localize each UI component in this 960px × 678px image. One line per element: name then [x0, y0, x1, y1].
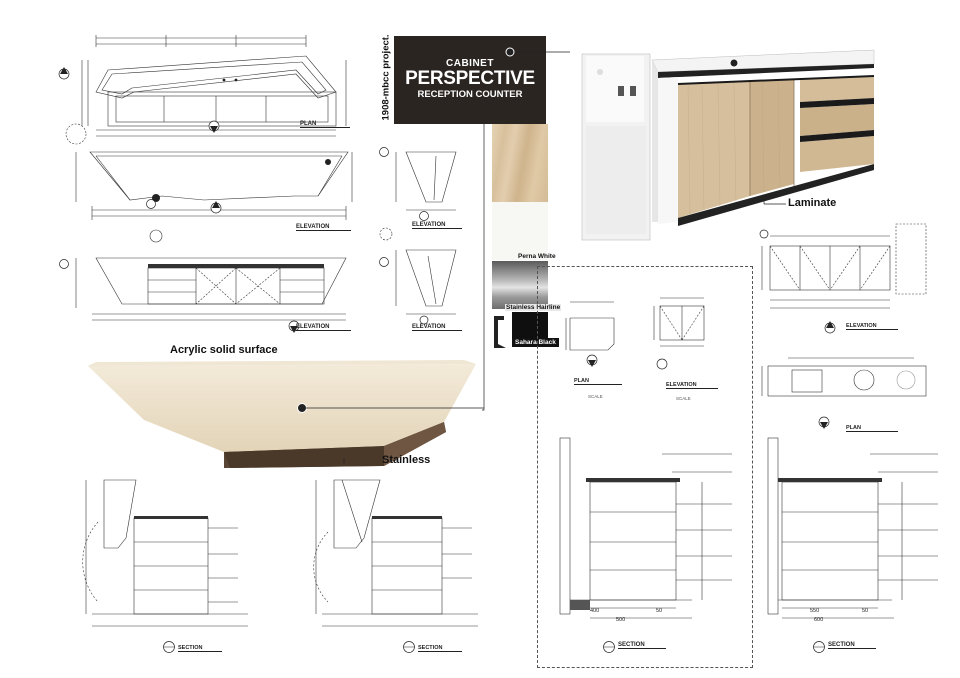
dim-sec1-c: 50 — [656, 608, 663, 614]
dim-sec2-b: 600 — [814, 617, 824, 623]
acrylic-callout: Acrylic solid surface — [170, 344, 278, 356]
cabinet-section-1 — [552, 434, 732, 626]
section-title-3 — [618, 642, 666, 649]
section-label-3: SECTION — [618, 642, 645, 648]
cabinet-small-plan — [560, 298, 620, 368]
cabinet-section-2 — [762, 434, 942, 626]
plan-title-2 — [574, 378, 622, 385]
right-cabinet-elevation — [758, 220, 928, 344]
section-marker-3 — [602, 640, 616, 654]
side-elevation-2-drawing — [376, 226, 466, 326]
scale-label-2: SCALE — [676, 396, 691, 401]
label-sahara-black: Sahara Black — [512, 338, 559, 347]
cabinet-small-elevation — [648, 294, 718, 374]
title-line3: RECEPTION COUNTER — [417, 89, 523, 100]
counter-section-2 — [308, 462, 498, 632]
section-title-4 — [828, 642, 876, 649]
section-title-2 — [418, 645, 462, 652]
dim-sec2-a: 550 — [810, 608, 820, 614]
elevation-label-1: ELEVATION — [296, 224, 330, 230]
stainless-callout: Stainless — [382, 454, 431, 466]
cabinet-perspective-render — [578, 46, 878, 246]
dim-sec1-b: 500 — [616, 617, 626, 623]
section-marker-2 — [402, 640, 416, 654]
section-marker-4 — [812, 640, 826, 654]
callout-connector — [454, 120, 494, 420]
plan-label-2: PLAN — [574, 378, 589, 384]
elevation-title-3 — [296, 324, 351, 331]
elevation-title-5 — [666, 382, 718, 389]
laminate-callout: Laminate — [788, 197, 837, 209]
elevation-title-6 — [846, 323, 898, 330]
plan-title-3 — [846, 425, 898, 432]
title-line1: CABINET — [446, 58, 494, 69]
plan-label-3: PLAN — [846, 425, 861, 431]
section-marker-1 — [162, 640, 176, 654]
elevation-label-5: ELEVATION — [666, 382, 697, 388]
swatch-perna-white — [492, 202, 548, 260]
counter-elevation-2-drawing — [56, 228, 356, 338]
title-callout-line — [470, 36, 590, 76]
elevation-label-6: ELEVATION — [846, 323, 877, 329]
dim-sec2-c: 50 — [862, 608, 869, 614]
section-label-2: SECTION — [418, 645, 443, 651]
plan-label: PLAN — [300, 121, 317, 127]
elevation-label-3: ELEVATION — [296, 324, 330, 330]
side-elevation-1-drawing — [376, 144, 466, 224]
section-label-4: SECTION — [828, 642, 855, 648]
swatch-wood — [492, 124, 548, 202]
label-perna-white: Perna White — [518, 253, 556, 260]
counter-elevation-1-drawing — [56, 122, 356, 232]
counter-section-1 — [78, 462, 268, 632]
section-label-1: SECTION — [178, 645, 203, 651]
project-name: 1908-mbcc project. — [380, 34, 392, 121]
section-title-1 — [178, 645, 222, 652]
title-line2: PERSPECTIVE — [405, 68, 535, 89]
project-label-vertical — [377, 36, 394, 124]
scale-label-1: SCALE — [588, 394, 603, 399]
label-stainless-hairline: Stainless Hairline — [506, 304, 561, 311]
elevation-label-4: ELEVATION — [412, 324, 446, 330]
elevation-label-2: ELEVATION — [412, 222, 446, 228]
dim-sec1-a: 400 — [590, 608, 600, 614]
